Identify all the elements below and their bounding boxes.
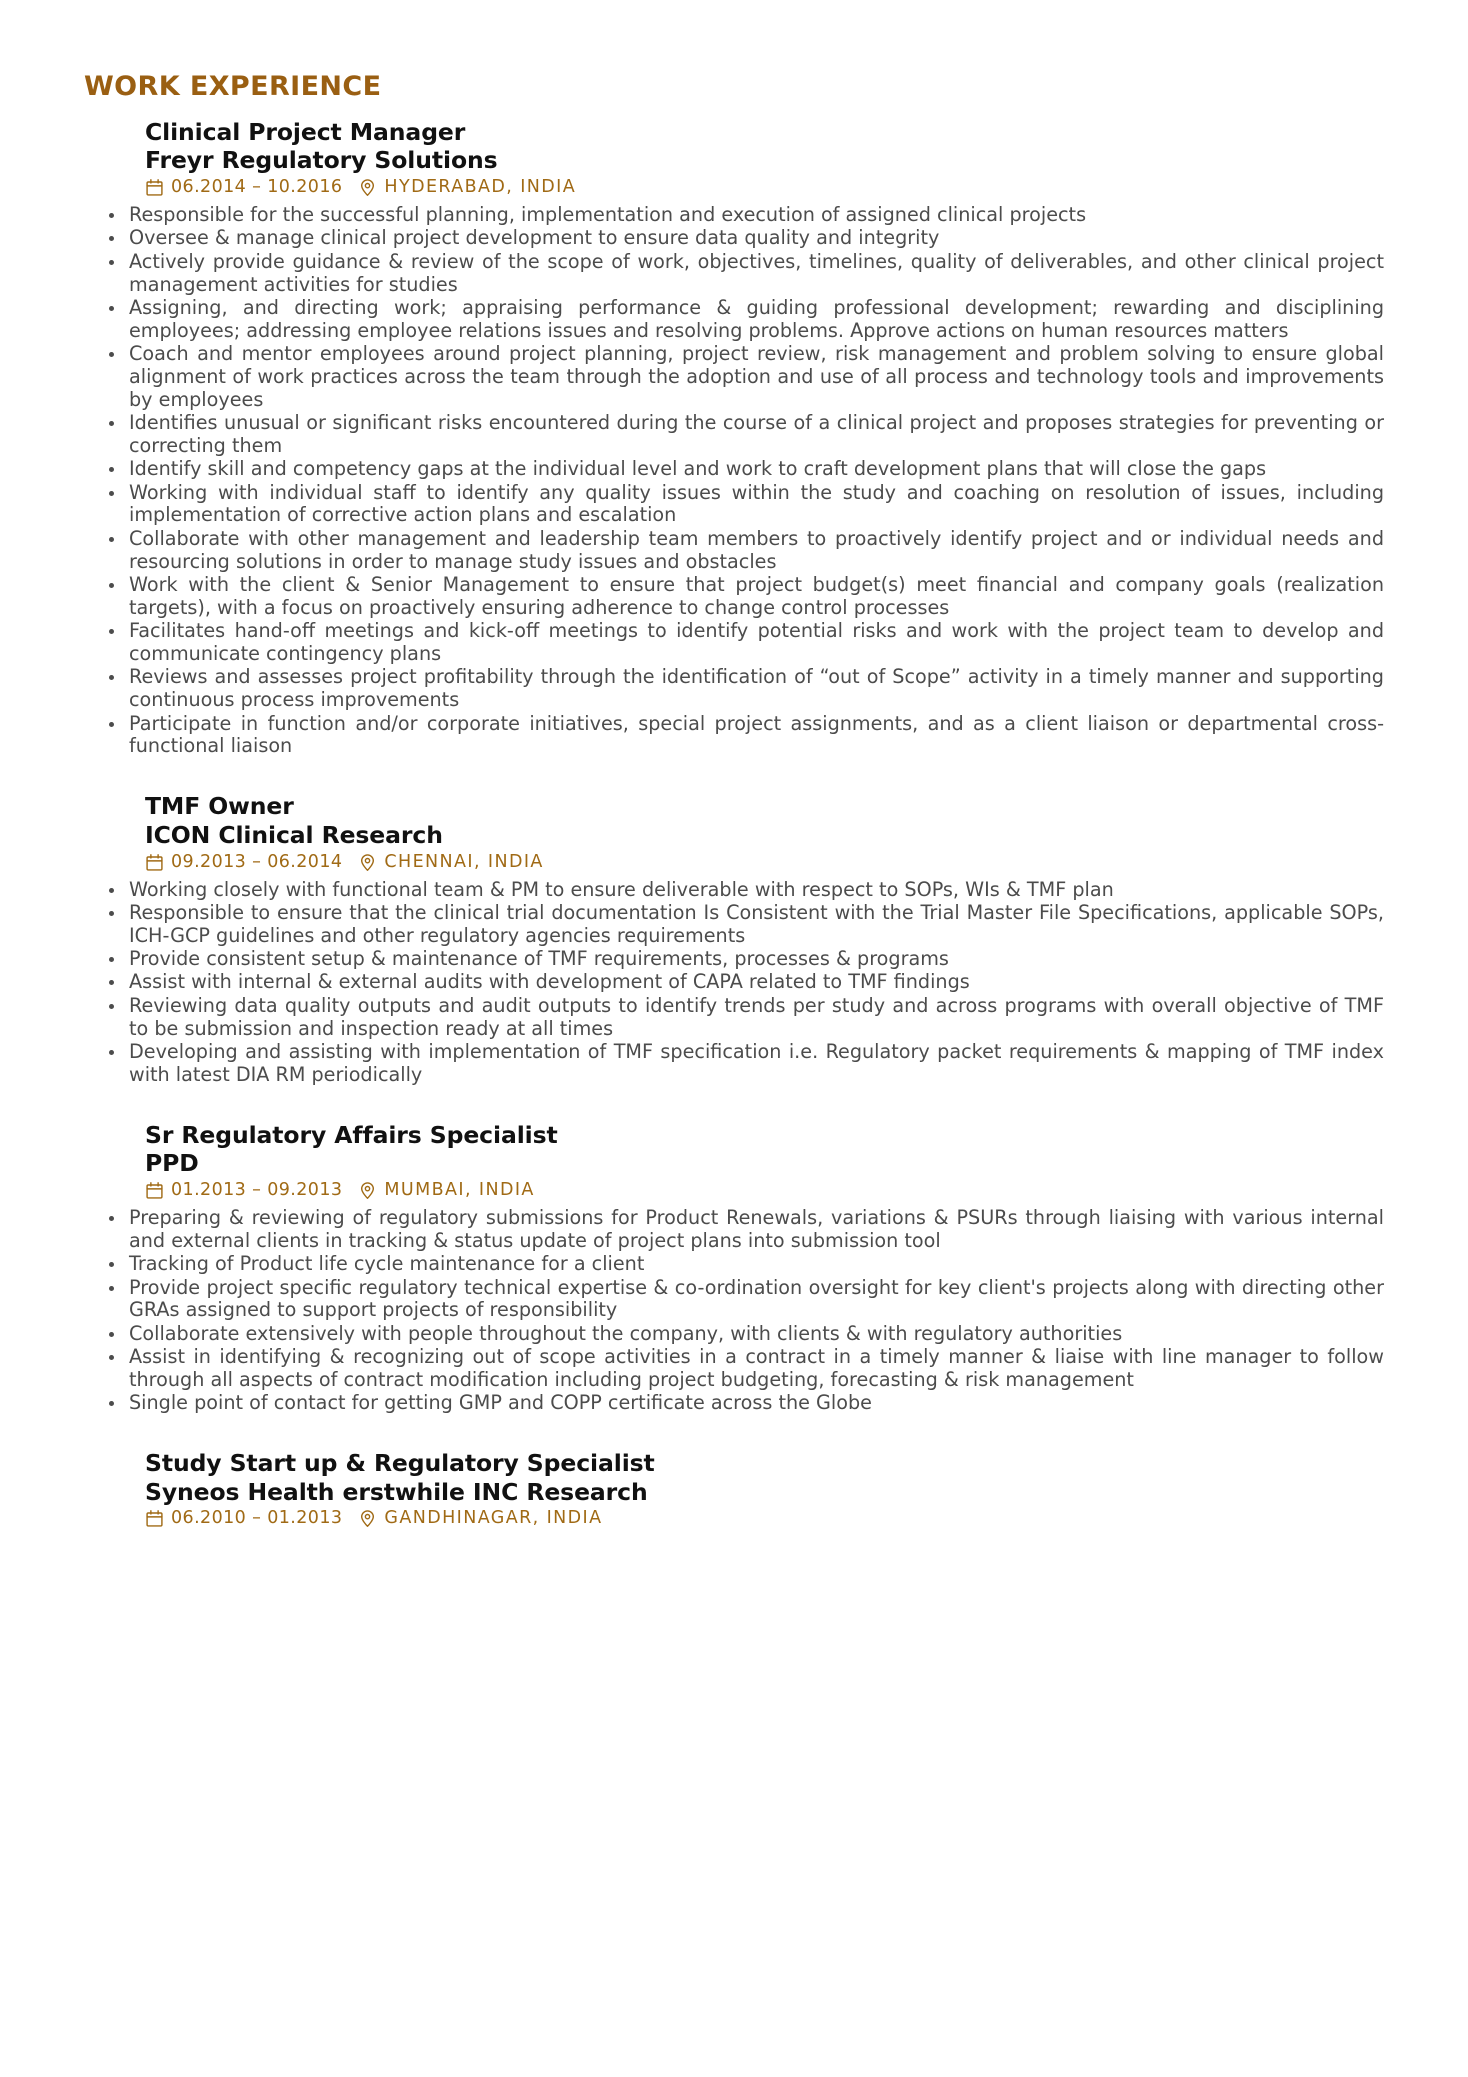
bullet-item: Preparing & reviewing of regulatory submissions for Product Renewals, variations & PSURs through liaising with various internal and external clients in tracking & status update of project plans into submission tool	[100, 1207, 1384, 1253]
location-pin-icon	[358, 178, 377, 197]
job-title: Study Start up & Regulatory Specialist	[145, 1449, 655, 1478]
bullet-item: Provide project specific regulatory technical expertise & co-ordination oversight for key client's projects along with directing other GRAs assigned to support projects of responsibility	[100, 1277, 1384, 1323]
bullet-item: Identifies unusual or significant risks encountered during the course of a clinical project and proposes strategies for preventing or correcting them	[100, 412, 1384, 458]
job-meta	[145, 177, 1384, 198]
work-experience-entry-1	[129, 792, 1384, 1086]
bullet-item: Responsible to ensure that the clinical trial documentation Is Consistent with the Trial Master File Specifications, applicable SOPs, ICH-GCP guidelines and other regulatory agencies requirements	[100, 902, 1384, 948]
job-title: Clinical Project Manager	[145, 117, 466, 146]
job-dates: 01.2013 – 09.2013	[171, 1179, 343, 1200]
bullet-item: Collaborate extensively with people throughout the company, with clients & with regulatory authorities	[100, 1323, 1384, 1346]
job-meta	[145, 1180, 1384, 1201]
bullet-item: Provide consistent setup & maintenance of TMF requirements, processes & programs	[100, 948, 1384, 971]
bullet-item: Responsible for the successful planning, implementation and execution of assigned clinical projects	[100, 204, 1384, 227]
job-location: MUMBAI, INDIA	[384, 1179, 535, 1200]
location-pin-icon	[358, 1181, 377, 1200]
job-bullets	[100, 204, 1384, 758]
work-experience-entry-3	[145, 1449, 1384, 1529]
bullet-item: Identify skill and competency gaps at the individual level and work to craft development plans that will close the gaps	[100, 458, 1384, 481]
bullet-item: Facilitates hand-off meetings and kick-off meetings to identify potential risks and work with the project team to develop and communicate contingency plans	[100, 620, 1384, 666]
bullet-item: Single point of contact for getting GMP and COPP certificate across the Globe	[100, 1392, 1384, 1415]
bullet-item: Oversee & manage clinical project development to ensure data quality and integrity	[100, 227, 1384, 250]
job-dates: 09.2013 – 06.2014	[171, 851, 343, 872]
page-title: WORK EXPERIENCE	[84, 71, 382, 102]
bullet-item: Assigning, and directing work; appraising performance & guiding professional development; rewarding and disciplining employees; addressing employee relations issues and resolving problems. Approve actions on human resources matters	[100, 297, 1384, 343]
job-company: Freyr Regulatory Solutions	[145, 146, 498, 175]
bullet-item: Work with the client & Senior Management to ensure that project budget(s) meet financial and company goals (realization targets), with a focus on proactively ensuring adherence to change control processes	[100, 574, 1384, 620]
job-bullets	[100, 879, 1384, 1087]
bullet-item: Participate in function and/or corporate initiatives, special project assignments, and as a client liaison or departmental cross-functional liaison	[100, 713, 1384, 759]
bullet-item: Working with individual staff to identify any quality issues within the study and coaching on resolution of issues, including implementation of corrective action plans and escalation	[100, 482, 1384, 528]
job-dates: 06.2010 – 01.2013	[171, 1508, 343, 1529]
job-location: CHENNAI, INDIA	[384, 851, 544, 872]
bullet-item: Developing and assisting with implementation of TMF specification i.e. Regulatory packet requirements & mapping of TMF index with latest DIA RM periodically	[100, 1041, 1384, 1087]
calendar-icon	[145, 853, 164, 872]
calendar-icon	[145, 1509, 164, 1528]
bullet-item: Tracking of Product life cycle maintenance for a client	[100, 1253, 1384, 1276]
calendar-icon	[145, 178, 164, 197]
bullet-item: Assist in identifying & recognizing out of scope activities in a contract in a timely manner & liaise with line manager to follow through all aspects of contract modification including project budgeting, forecasting & risk management	[100, 1346, 1384, 1392]
bullet-item: Reviewing data quality outputs and audit outputs to identify trends per study and across programs with overall objective of TMF to be submission and inspection ready at all times	[100, 995, 1384, 1041]
job-company: PPD	[145, 1149, 199, 1178]
bullet-item: Coach and mentor employees around project planning, project review, risk management and problem solving to ensure global alignment of work practices across the team through the adoption and use of all process and technology tools and improvements by employees	[100, 343, 1384, 412]
bullet-item: Collaborate with other management and leadership team members to proactively identify project and or individual needs and resourcing solutions in order to manage study issues and obstacles	[100, 528, 1384, 574]
job-title: TMF Owner	[145, 792, 294, 821]
bullet-item: Working closely with functional team & PM to ensure deliverable with respect to SOPs, WIs & TMF plan	[100, 879, 1384, 902]
location-pin-icon	[358, 1509, 377, 1528]
work-experience-list	[84, 118, 1384, 1530]
bullet-item: Actively provide guidance & review of the scope of work, objectives, timelines, quality of deliverables, and other clinical project management activities for studies	[100, 251, 1384, 297]
job-meta	[145, 852, 1384, 873]
location-pin-icon	[358, 853, 377, 872]
job-company: ICON Clinical Research	[145, 820, 443, 849]
work-experience-entry-0	[129, 117, 1384, 759]
calendar-icon	[145, 1181, 164, 1200]
job-company: Syneos Health erstwhile INC Research	[145, 1477, 648, 1506]
job-title: Sr Regulatory Affairs Specialist	[145, 1120, 558, 1149]
job-bullets	[100, 1207, 1384, 1415]
work-experience-entry-2	[129, 1120, 1384, 1415]
job-location: HYDERABAD, INDIA	[384, 177, 577, 197]
job-dates: 06.2014 – 10.2016	[171, 177, 343, 197]
job-location: GANDHINAGAR, INDIA	[384, 1508, 603, 1529]
job-meta	[145, 1508, 1384, 1529]
bullet-item: Reviews and assesses project profitability through the identification of “out of Scope” activity in a timely manner and supporting continuous process improvements	[100, 666, 1384, 712]
bullet-item: Assist with internal & external audits with development of CAPA related to TMF findings	[100, 971, 1384, 994]
